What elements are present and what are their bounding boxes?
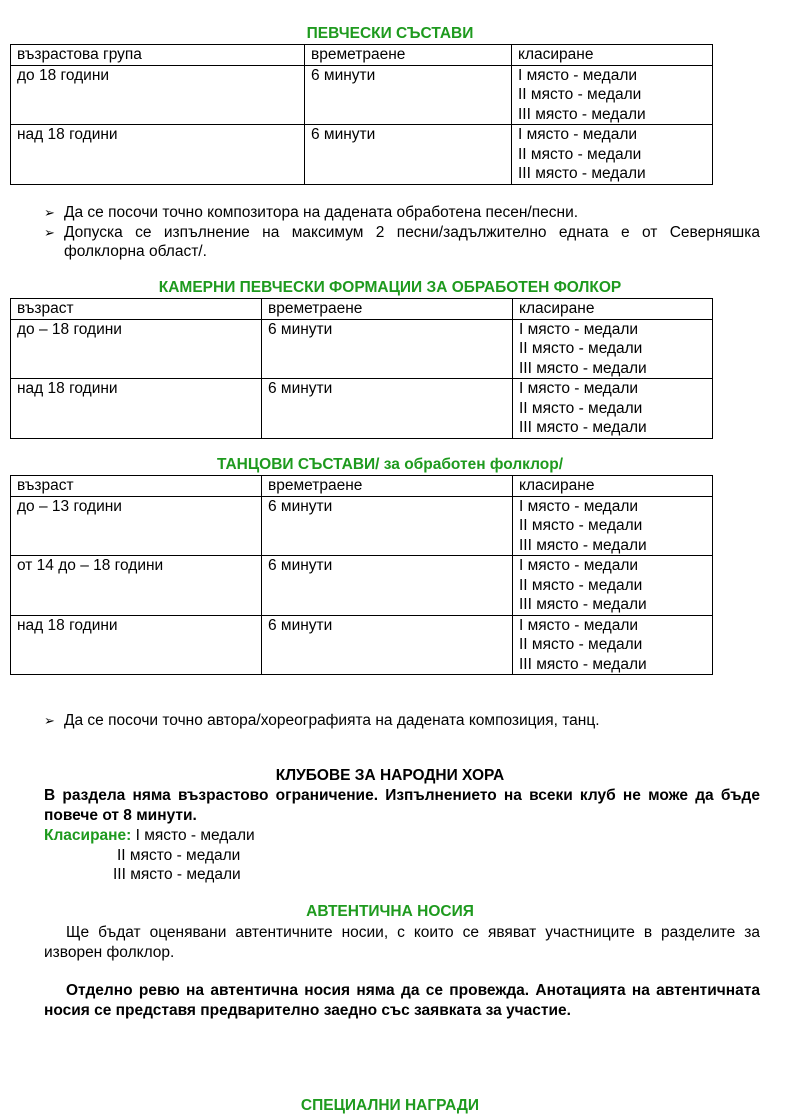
age-cell: до 18 години bbox=[11, 65, 305, 125]
duration-cell: 6 минути bbox=[262, 615, 513, 675]
ranking-line: II място - медали bbox=[518, 86, 642, 103]
duration-cell: 6 минути bbox=[305, 65, 512, 125]
ranking-cell bbox=[512, 65, 713, 125]
arrow-bullet-icon: ➢ bbox=[44, 713, 55, 728]
ranking-line: I място - медали bbox=[135, 827, 255, 844]
ranking-line: II място - медали bbox=[519, 399, 643, 417]
ranking-line: II място - медали bbox=[519, 517, 643, 534]
list-item bbox=[44, 223, 760, 262]
age-cell: до – 13 години bbox=[11, 496, 262, 556]
age-cell: от 14 до – 18 години bbox=[11, 556, 262, 616]
special-awards-title: СПЕЦИАЛНИ НАГРАДИ bbox=[300, 1097, 480, 1114]
ranking-line: III място - медали bbox=[519, 596, 647, 613]
clubs-text: В раздела няма възрастово ограничение. Изпълнението на всеки клуб не може да бъде повече от 8 минути. bbox=[44, 787, 760, 824]
age-cell: над 18 години bbox=[11, 615, 262, 675]
clubs-title: КЛУБОВЕ ЗА НАРОДНИ ХОРА bbox=[275, 767, 505, 784]
column-header: класиране bbox=[512, 45, 713, 66]
table-row bbox=[11, 379, 713, 439]
column-header: времетраене bbox=[262, 476, 513, 497]
chamber-table bbox=[10, 298, 713, 439]
ranking-line: III място - медали bbox=[519, 359, 647, 377]
ranking-line: III място - медали bbox=[518, 165, 646, 182]
column-header: времетраене bbox=[305, 45, 512, 66]
ranking-line: I място - медали bbox=[519, 320, 639, 338]
table-header-row bbox=[11, 45, 713, 66]
ranking-line: II място - медали bbox=[519, 340, 643, 357]
arrow-bullet-icon: ➢ bbox=[44, 224, 55, 240]
ranking-line: II място - медали bbox=[518, 145, 642, 163]
costume-text: Ще бъдат оценявани автентичните носии, с които се явяват участниците в разделите за изворен фолклор. bbox=[44, 924, 760, 961]
ranking-line: III място - медали bbox=[519, 536, 647, 554]
age-cell: над 18 години bbox=[11, 125, 305, 185]
table-row bbox=[11, 319, 713, 379]
singing-notes bbox=[44, 203, 760, 262]
ranking-cell bbox=[512, 125, 713, 185]
duration-cell: 6 минути bbox=[305, 125, 512, 185]
table-header-row bbox=[11, 299, 713, 320]
ranking-cell bbox=[513, 319, 713, 379]
ranking-line: I място - медали bbox=[518, 126, 638, 143]
duration-cell: 6 минути bbox=[262, 319, 513, 379]
chamber-title: КАМЕРНИ ПЕВЧЕСКИ ФОРМАЦИИ ЗА ОБРАБОТЕН ФОЛКОР bbox=[158, 279, 622, 296]
ranking-line: III място - медали bbox=[519, 655, 647, 673]
list-item bbox=[44, 711, 760, 731]
column-header: класиране bbox=[513, 299, 713, 320]
table-row bbox=[11, 125, 713, 185]
note-text: Да се посочи точно автора/хореографията на дадената композиция, танц. bbox=[64, 712, 600, 729]
ranking-line: I място - медали bbox=[519, 497, 639, 515]
note-text: Да се посочи точно композитора на дадената обработена песен/песни. bbox=[64, 204, 579, 221]
ranking-line: II място - медали bbox=[519, 576, 643, 594]
ranking-cell bbox=[513, 556, 713, 616]
duration-cell: 6 минути bbox=[262, 556, 513, 616]
duration-cell: 6 минути bbox=[262, 496, 513, 556]
list-item bbox=[44, 203, 760, 223]
column-header: възраст bbox=[11, 476, 262, 497]
ranking-line: I място - медали bbox=[519, 616, 639, 634]
singing-title: ПЕВЧЕСКИ СЪСТАВИ bbox=[306, 25, 474, 42]
table-header-row bbox=[11, 476, 713, 497]
duration-cell: 6 минути bbox=[262, 379, 513, 439]
ranking-line: III място - медали bbox=[518, 105, 646, 123]
ranking-cell bbox=[513, 496, 713, 556]
table-row bbox=[11, 65, 713, 125]
table-row bbox=[11, 496, 713, 556]
ranking-line: I място - медали bbox=[519, 557, 639, 574]
singing-table bbox=[10, 44, 713, 185]
table-row bbox=[11, 615, 713, 675]
ranking-line: I място - медали bbox=[519, 380, 639, 397]
table-row bbox=[11, 556, 713, 616]
ranking-line: III място - медали bbox=[113, 866, 241, 883]
ranking-line: I място - медали bbox=[518, 66, 638, 84]
note-text: Допуска се изпълнение на максимум 2 песни/задължително едната е от Северняшка фолклорна област/. bbox=[64, 223, 760, 260]
column-header: възрастова група bbox=[11, 45, 305, 66]
ranking-cell bbox=[513, 615, 713, 675]
costume-review-text: Отделно ревю на автентична носия няма да се провежда. Анотацията на автентичната носия се представя предварително заедно със заявката за участие. bbox=[44, 982, 760, 1019]
costume-title: АВТЕНТИЧНА НОСИЯ bbox=[306, 903, 474, 920]
dance-title: ТАНЦОВИ СЪСТАВИ/ за обработен фолклор/ bbox=[216, 456, 564, 473]
ranking-cell bbox=[513, 379, 713, 439]
arrow-bullet-icon: ➢ bbox=[44, 205, 55, 220]
clubs-ranking bbox=[44, 826, 760, 846]
ranking-line: III място - медали bbox=[519, 419, 647, 436]
dance-table bbox=[10, 475, 713, 675]
column-header: времетраене bbox=[262, 299, 513, 320]
ranking-line: II място - медали bbox=[519, 636, 643, 653]
age-cell: над 18 години bbox=[11, 379, 262, 439]
ranking-label: Класиране: bbox=[44, 827, 132, 844]
dance-notes bbox=[44, 711, 760, 731]
column-header: класиране bbox=[513, 476, 713, 497]
column-header: възраст bbox=[11, 299, 262, 320]
age-cell: до – 18 години bbox=[11, 319, 262, 379]
ranking-line: II място - медали bbox=[117, 847, 241, 864]
